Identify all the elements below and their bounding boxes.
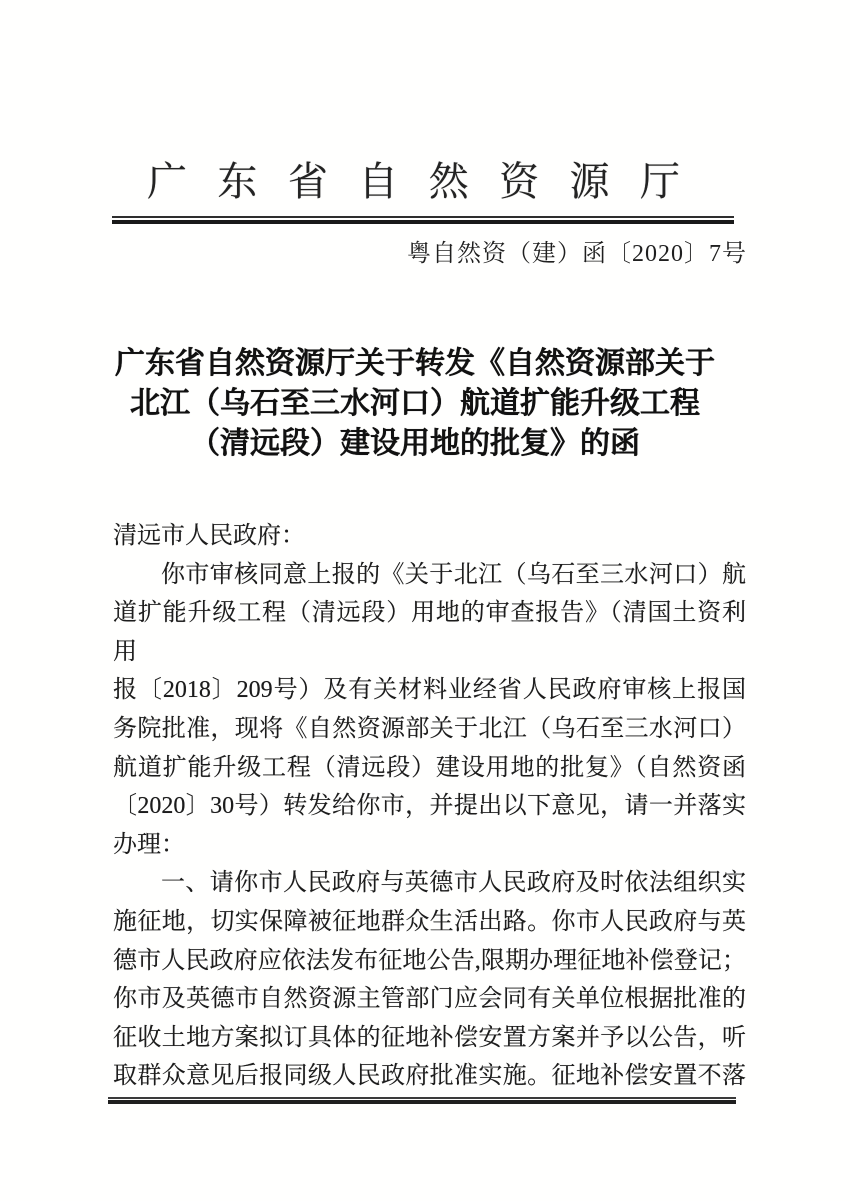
body-line: 征收土地方案拟订具体的征地补偿安置方案并予以公告，听	[113, 1024, 746, 1051]
body-line: 〔2020〕30号）转发给你市，并提出以下意见，请一并落实	[113, 793, 746, 820]
footer-divider	[108, 1097, 736, 1104]
letterhead-divider	[112, 216, 734, 224]
body-line: 一、请你市人民政府与英德市人民政府及时依法组织实	[161, 870, 746, 897]
salutation-line: 清远市人民政府：	[113, 523, 305, 549]
title-line: 北江（乌石至三水河口）航道扩能升级工程	[130, 387, 700, 420]
document-number: 粤自然资（建）函〔2020〕7号	[407, 241, 747, 267]
body-line: 取群众意见后报同级人民政府批准实施。征地补偿安置不落	[113, 1063, 746, 1090]
body-line: 德市人民政府应依法发布征地公告,限期办理征地补偿登记；	[113, 947, 746, 974]
body-line: 务院批准，现将《自然资源部关于北江（乌石至三水河口）	[113, 715, 746, 742]
letterhead-org-name: 广 东 省 自 然 资 源 厅	[147, 158, 680, 204]
body-line: 航道扩能升级工程（清远段）建设用地的批复》（自然资函	[113, 754, 746, 781]
body-line: 报〔2018〕209号）及有关材料业经省人民政府审核上报国	[113, 677, 746, 704]
body-line: 你市审核同意上报的《关于北江（乌石至三水河口）航	[161, 561, 746, 588]
title-line: 广东省自然资源厅关于转发《自然资源部关于	[115, 347, 715, 380]
document-title	[90, 344, 740, 464]
title-line: （清远段）建设用地的批复》的函	[190, 427, 640, 460]
document-body	[113, 517, 746, 1096]
body-line: 施征地，切实保障被征地群众生活出路。你市人民政府与英	[113, 908, 746, 935]
body-line: 办理：	[113, 831, 185, 858]
body-line: 道扩能升级工程（清远段）用地的审查报告》（清国土资利用	[113, 600, 746, 665]
body-line: 你市及英德市自然资源主管部门应会同有关单位根据批准的	[113, 986, 746, 1013]
